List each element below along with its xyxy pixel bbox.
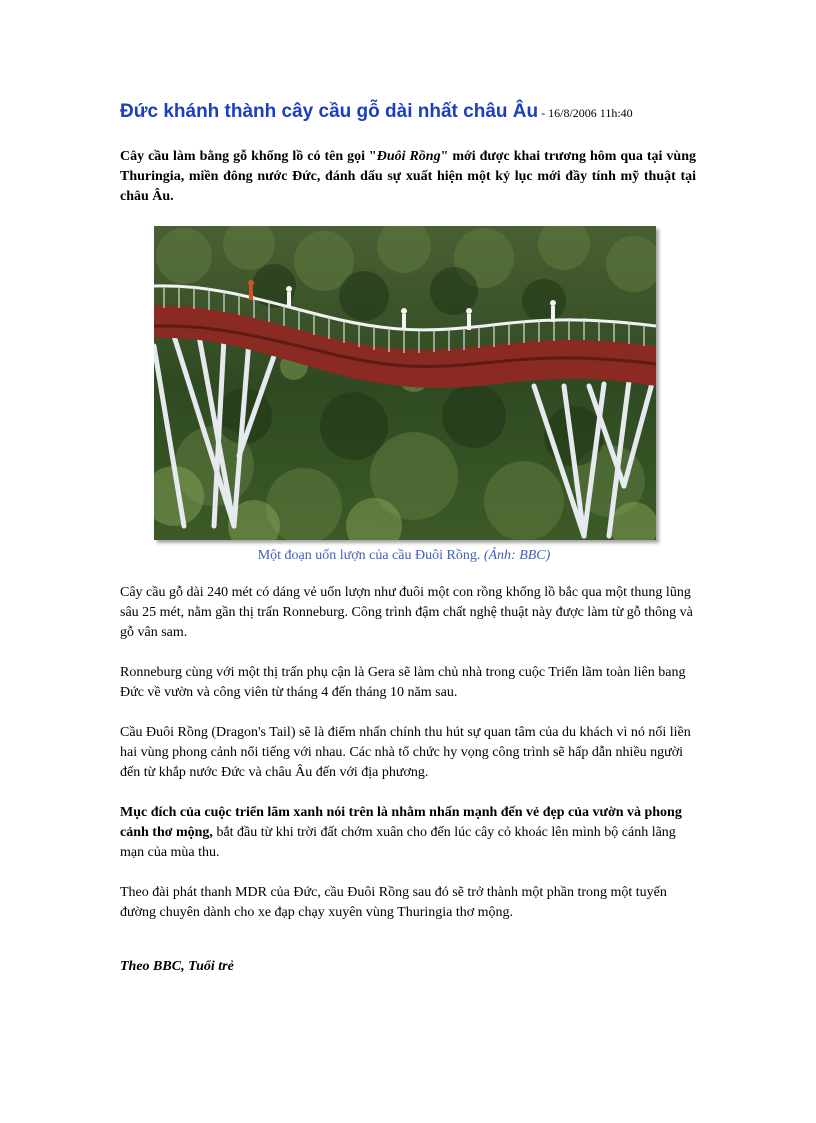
paragraph-5: Theo đài phát thanh MDR của Đức, cầu Đuôi Rồng sau đó sẽ trở thành một phần trong một tuyến đường chuyên dành cho xe đạp chạy xuyên vùng Thuringia thơ mộng. — [120, 885, 667, 920]
article — [120, 102, 700, 975]
paragraph-3: Cầu Đuôi Rồng (Dragon's Tail) sẽ là điểm nhấn chính thu hút sự quan tâm của du khách vì nó nối liền hai vùng phong cảnh nổi tiếng với nhau. Các nhà tổ chức hy vọng công trình sẽ hấp dẫn nhiều người đến từ khắp nước Đức và châu Âu đến với địa phương. — [120, 725, 691, 780]
caption-credit: (Ảnh: BBC) — [483, 548, 551, 563]
lead-text-start: Cây cầu làm bằng gỗ khổng lồ có tên gọi " — [120, 149, 377, 164]
article-date: - 16/8/2006 11h:40 — [538, 106, 633, 120]
lead-paragraph — [120, 147, 696, 207]
bridge-photo — [154, 226, 656, 540]
lead-text-end: " mới được khai trương hôm qua tại vùng Thuringia, miền đông nước Đức, đánh dấu sự xuất hiện một kỷ lục mới đầy tính mỹ thuật tại châu Âu. — [120, 149, 696, 204]
article-title: Đức khánh thành cây cầu gỗ dài nhất châu Âu — [120, 101, 539, 122]
article-source: Theo BBC, Tuổi trẻ — [120, 959, 234, 974]
caption-text: Một đoạn uốn lượn của cầu Đuôi Rồng. — [257, 548, 484, 563]
paragraph-4-rest: bắt đầu từ khi trời đất chớm xuân cho đến lúc cây cỏ khoác lên mình bộ cánh lãng mạn của mùa thu. — [120, 825, 676, 860]
paragraph-2: Ronneburg cùng với một thị trấn phụ cận là Gera sẽ làm chủ nhà trong cuộc Triển lãm toàn liên bang Đức về vườn và công viên từ tháng 4 đến tháng 10 năm sau. — [120, 665, 686, 700]
photo-figure — [154, 226, 656, 564]
paragraph-1: Cây cầu gỗ dài 240 mét có dáng vẻ uốn lượn như đuôi một con rồng khổng lồ bắc qua một thung lũng sâu 25 mét, nằm gần thị trấn Ronneburg. Công trình đậm chất nghệ thuật này được làm từ gỗ thông và gỗ vân sam. — [120, 585, 693, 640]
bridge-name: Đuôi Rồng — [376, 149, 441, 164]
photo-caption — [184, 548, 624, 564]
paragraph-4-bold: Mục đích của cuộc triển lãm xanh nói trên là nhằm nhấn mạnh đến vẻ đẹp của vườn và phong cảnh thơ mộng, — [120, 805, 682, 840]
headline — [120, 102, 700, 123]
paragraph-4 — [120, 803, 696, 863]
